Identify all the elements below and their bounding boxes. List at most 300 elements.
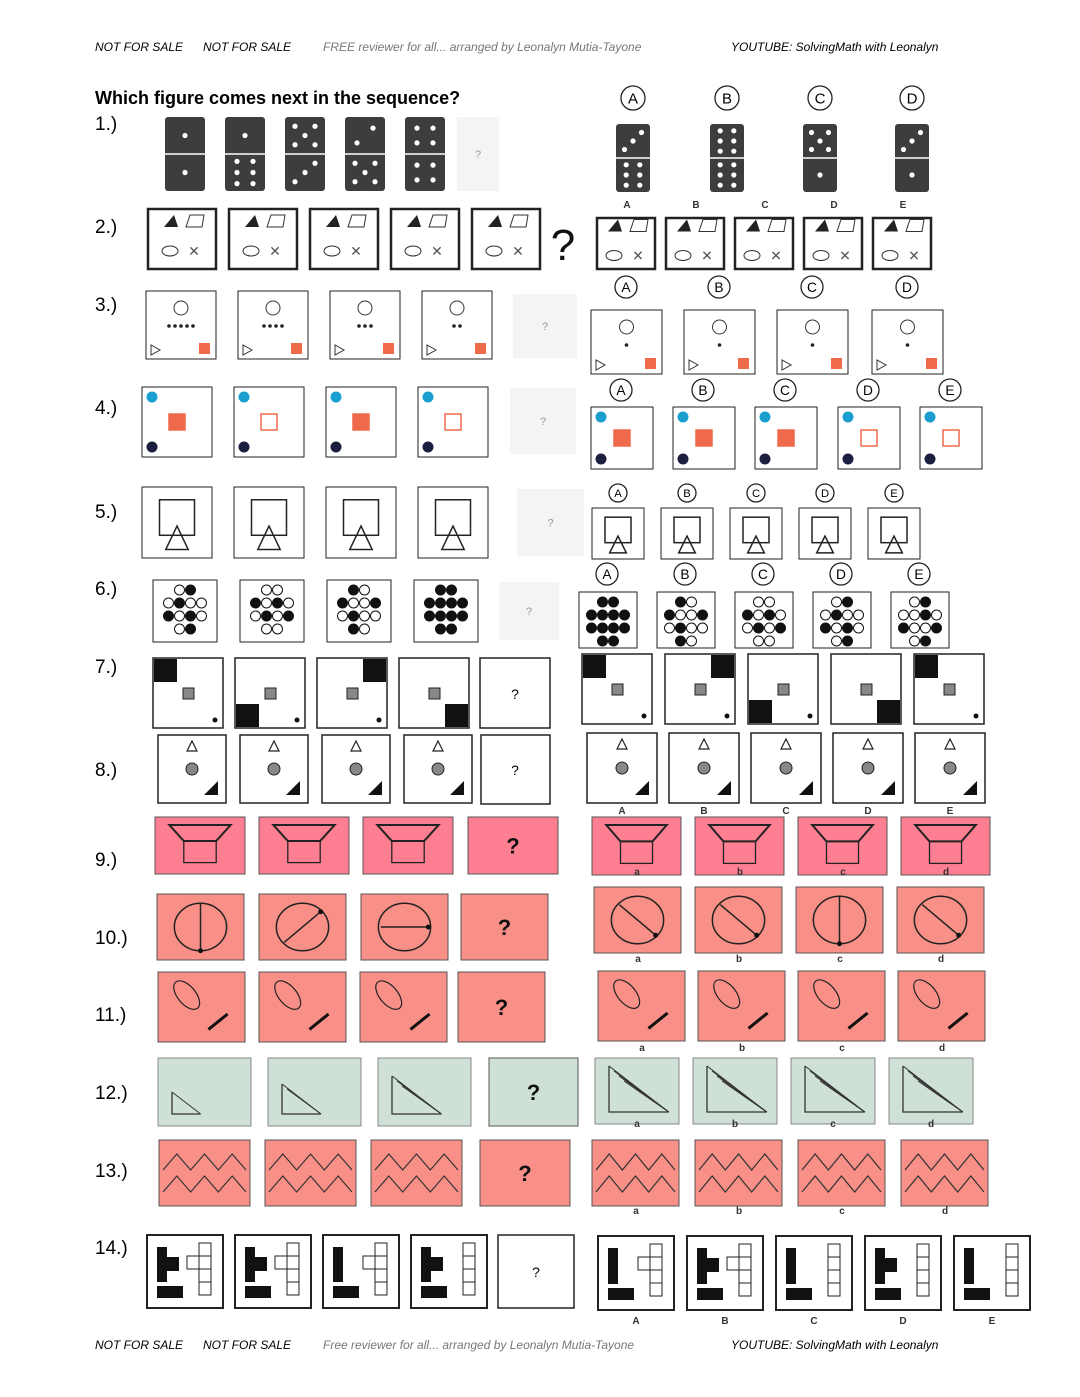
q13-unknown xyxy=(480,1140,570,1206)
q3-figure-4 xyxy=(422,291,492,359)
q11-figure-3 xyxy=(360,972,447,1042)
figure-frame xyxy=(813,592,871,648)
black-block xyxy=(885,1258,897,1272)
small-dot xyxy=(974,714,979,719)
dot xyxy=(425,598,435,608)
q8-option-C xyxy=(751,733,821,803)
question-mark: ? xyxy=(497,915,512,940)
domino-pip xyxy=(250,181,255,186)
dot xyxy=(268,324,272,328)
dot xyxy=(910,636,920,646)
q5-figure-3 xyxy=(326,487,396,558)
q7-figure-2 xyxy=(235,658,305,728)
small-dot xyxy=(891,714,896,719)
q13-option-label-c: c xyxy=(839,1206,845,1217)
domino-pip xyxy=(352,161,357,166)
q2-option-label-D: D xyxy=(830,200,838,211)
question-mark: ? xyxy=(526,1080,541,1105)
q3-option-C xyxy=(777,310,848,374)
dot xyxy=(676,623,686,633)
navy-dot xyxy=(760,454,771,465)
q5-option-label-C xyxy=(747,484,765,502)
footer-credit: Free reviewer for all... arranged by Leonalyn Mutia-Tayone xyxy=(323,1338,635,1352)
q11-option-label-a: a xyxy=(639,1043,645,1054)
black-square xyxy=(363,659,386,682)
domino-pip xyxy=(731,162,736,167)
q4-option-B xyxy=(673,407,735,469)
dot xyxy=(436,624,446,634)
figure-frame xyxy=(595,1058,679,1124)
cross-shape: ✕ xyxy=(908,247,920,264)
q8-figure-1 xyxy=(158,735,226,803)
q14-option-label-D: D xyxy=(899,1316,907,1327)
end-dot xyxy=(956,933,961,938)
q7-option-C xyxy=(748,654,818,724)
q2-question-mark: ? xyxy=(550,221,576,270)
domino-pip xyxy=(352,179,357,184)
q10-option-label-c: c xyxy=(837,954,843,965)
q5-option-A xyxy=(592,508,644,559)
black-bar xyxy=(875,1248,885,1284)
gray-circle xyxy=(944,762,956,774)
gray-square xyxy=(944,684,955,695)
footer-not-for-sale-2: NOT FOR SALE xyxy=(203,1338,292,1352)
header-youtube: YOUTUBE: SolvingMath with Leonalyn xyxy=(731,40,939,54)
question-mark: ? xyxy=(539,416,547,428)
dot xyxy=(273,585,283,595)
domino-pip xyxy=(372,179,377,184)
end-dot xyxy=(754,933,759,938)
q1-domino-4 xyxy=(345,117,385,191)
q4-option-E xyxy=(920,407,982,469)
q12-figure-3 xyxy=(378,1058,471,1126)
question-mark: ? xyxy=(547,517,554,530)
domino-pip xyxy=(817,138,822,143)
dot xyxy=(776,623,786,633)
q8-unknown xyxy=(481,735,550,804)
black-base xyxy=(333,1286,359,1298)
domino-pip xyxy=(731,128,736,133)
figure-frame xyxy=(472,209,540,269)
question-number-7: 7.) xyxy=(95,657,118,678)
dot xyxy=(821,623,831,633)
q4-figure-4 xyxy=(418,387,488,457)
figure-frame xyxy=(265,1140,356,1206)
domino-pip xyxy=(817,172,822,177)
gray-circle xyxy=(698,762,710,774)
black-base xyxy=(875,1288,901,1300)
q5-option-label-B xyxy=(678,484,696,502)
black-base xyxy=(786,1288,812,1300)
domino-pip xyxy=(624,183,629,188)
dot xyxy=(698,610,708,620)
question-number-14: 14.) xyxy=(95,1238,128,1259)
domino-pip xyxy=(639,130,644,135)
q6-figure-4 xyxy=(414,580,478,642)
black-square xyxy=(711,655,734,678)
small-dot xyxy=(459,718,464,723)
q8-option-A xyxy=(587,733,657,803)
q12-option-label-c: c xyxy=(830,1119,836,1130)
q1-option-label-B xyxy=(715,86,739,110)
dot xyxy=(687,610,697,620)
question-mark: ? xyxy=(511,686,519,702)
dot xyxy=(436,585,446,595)
black-base xyxy=(964,1288,990,1300)
dot xyxy=(854,623,864,633)
dot xyxy=(262,585,272,595)
hexagon-shape xyxy=(486,246,502,256)
q9-figure-2 xyxy=(259,817,349,874)
q1-option-D xyxy=(895,124,929,192)
dot xyxy=(175,611,185,621)
teal-dot xyxy=(925,412,936,423)
q14-option-A xyxy=(598,1236,674,1310)
dot xyxy=(458,611,468,621)
orange-square xyxy=(199,343,210,354)
dot xyxy=(932,623,942,633)
end-dot xyxy=(318,909,323,914)
domino-pip xyxy=(430,126,435,131)
letter-text: D xyxy=(902,279,912,295)
q1-unknown xyxy=(457,117,499,191)
q7-figure-1 xyxy=(153,658,223,728)
dot xyxy=(436,611,446,621)
dot xyxy=(191,324,195,328)
domino-pip xyxy=(637,172,642,177)
letter-text: E xyxy=(945,382,955,398)
domino-pip xyxy=(809,130,814,135)
q8-figure-2 xyxy=(240,735,308,803)
teal-dot xyxy=(843,412,854,423)
gray-circle xyxy=(862,762,874,774)
figure-frame xyxy=(898,971,985,1041)
hexagon-shape xyxy=(324,246,340,256)
q14-option-label-E: E xyxy=(988,1316,996,1327)
dot xyxy=(765,597,775,607)
q14-option-label-A: A xyxy=(632,1316,640,1327)
q10-figure-2 xyxy=(259,894,346,960)
domino-pip xyxy=(731,172,736,177)
q6-figure-1 xyxy=(153,580,217,642)
q14-option-C xyxy=(776,1236,852,1310)
figure-frame xyxy=(661,508,713,559)
q8-figure-4 xyxy=(404,735,472,803)
dot xyxy=(164,611,174,621)
dot xyxy=(273,611,283,621)
q12-option-label-b: b xyxy=(731,1119,739,1130)
orange-square xyxy=(645,358,656,369)
q11-option-b xyxy=(698,971,785,1041)
letter-text: C xyxy=(814,90,826,108)
q14-option-label-C: C xyxy=(810,1316,818,1327)
domino-pip xyxy=(718,128,723,133)
gray-square xyxy=(183,688,194,699)
gray-circle xyxy=(780,762,792,774)
dot xyxy=(185,324,189,328)
q10-figure-3 xyxy=(361,894,448,960)
q13-option-c xyxy=(798,1140,885,1206)
gray-square xyxy=(429,688,440,699)
domino-pip xyxy=(430,163,435,168)
figure-frame xyxy=(695,1140,782,1206)
gray-square xyxy=(347,688,358,699)
domino-pip xyxy=(909,172,914,177)
figure-frame xyxy=(153,580,217,642)
domino-pip xyxy=(637,162,642,167)
q5-unknown xyxy=(517,489,584,556)
dot xyxy=(932,610,942,620)
q6-option-label-A xyxy=(596,563,618,585)
dot xyxy=(776,610,786,620)
q7-unknown xyxy=(480,658,550,728)
q8-option-B xyxy=(669,733,739,803)
gray-circle xyxy=(350,763,362,775)
dot xyxy=(371,598,381,608)
question-number-3: 3.) xyxy=(95,295,118,316)
small-dot xyxy=(213,718,218,723)
q4-option-C xyxy=(755,407,817,469)
q5-option-label-D xyxy=(816,484,834,502)
q9-figure-3 xyxy=(363,817,453,874)
dot xyxy=(609,597,619,607)
orange-square xyxy=(614,430,630,446)
domino-pip xyxy=(292,124,297,129)
q4-option-D xyxy=(838,407,900,469)
dot xyxy=(360,624,370,634)
black-bar xyxy=(608,1248,618,1284)
domino-pip xyxy=(182,133,187,138)
dot xyxy=(452,324,456,328)
q8-option-E xyxy=(915,733,985,803)
domino-pip xyxy=(312,161,317,166)
cross-shape: ✕ xyxy=(632,247,644,264)
dot xyxy=(921,636,931,646)
q2-option-label-C: C xyxy=(761,200,769,211)
letter-text: C xyxy=(758,566,768,582)
q11-option-label-b: b xyxy=(738,1043,746,1054)
question-mark: ? xyxy=(474,149,482,161)
domino-pip xyxy=(312,124,317,129)
black-base xyxy=(245,1286,271,1298)
dot xyxy=(197,611,207,621)
dot xyxy=(598,610,608,620)
orange-square xyxy=(353,414,369,430)
q12-option-d xyxy=(889,1058,973,1124)
q12-unknown xyxy=(489,1058,578,1126)
navy-dot xyxy=(331,442,342,453)
orange-square xyxy=(696,430,712,446)
letter-text: C xyxy=(751,488,761,501)
dot xyxy=(186,585,196,595)
dot xyxy=(765,623,775,633)
q14-option-B xyxy=(687,1236,763,1310)
domino-pip xyxy=(901,147,906,152)
q14-figure-3 xyxy=(323,1235,399,1308)
gray-square xyxy=(778,684,789,695)
figure-frame xyxy=(234,487,304,558)
black-block xyxy=(255,1257,267,1271)
question-mark: ? xyxy=(532,1264,540,1280)
navy-dot xyxy=(596,454,607,465)
dot xyxy=(186,611,196,621)
q12-option-c xyxy=(791,1058,875,1124)
figure-frame xyxy=(310,209,378,269)
cross-shape: ✕ xyxy=(269,243,281,259)
domino-pip xyxy=(624,162,629,167)
letter-text: B xyxy=(714,279,724,295)
q13-figure-1 xyxy=(159,1140,250,1206)
q7-option-A xyxy=(582,654,652,724)
domino-pip xyxy=(250,170,255,175)
page-title: Which figure comes next in the sequence? xyxy=(95,88,461,108)
domino-pip xyxy=(234,159,239,164)
header-credit: FREE reviewer for all... arranged by Leonalyn Mutia-Tayone xyxy=(323,40,642,54)
dot xyxy=(369,324,373,328)
q7-option-E xyxy=(914,654,984,724)
q14-option-label-B: B xyxy=(721,1316,729,1327)
figure-frame xyxy=(889,1058,973,1124)
cross-shape: ✕ xyxy=(431,243,443,259)
q6-option-label-C xyxy=(752,563,774,585)
black-bar xyxy=(157,1247,167,1282)
dot xyxy=(899,610,909,620)
q2-option-A xyxy=(597,218,655,269)
end-dot xyxy=(426,925,431,930)
dot xyxy=(173,324,177,328)
domino-pip xyxy=(718,149,723,154)
q2-option-label-A: A xyxy=(623,200,631,211)
dot xyxy=(832,610,842,620)
black-bar xyxy=(333,1247,343,1282)
figure-frame xyxy=(327,580,391,642)
dot xyxy=(284,611,294,621)
q11-unknown xyxy=(458,972,545,1042)
question-mark: ? xyxy=(511,762,519,778)
gray-circle xyxy=(268,763,280,775)
figure-frame xyxy=(730,508,782,559)
q9-option-label-a: a xyxy=(634,867,640,878)
black-base xyxy=(608,1288,634,1300)
orange-square xyxy=(383,343,394,354)
q14-unknown xyxy=(498,1235,574,1308)
q3-option-A xyxy=(591,310,662,374)
q6-option-label-D xyxy=(830,563,852,585)
q1-domino-5 xyxy=(405,117,445,191)
figure-frame xyxy=(798,1140,885,1206)
q10-option-label-b: b xyxy=(735,954,743,965)
dot xyxy=(349,611,359,621)
figure-frame xyxy=(891,592,949,648)
dot xyxy=(843,610,853,620)
dot xyxy=(676,610,686,620)
figure-frame xyxy=(391,209,459,269)
q13-figure-3 xyxy=(371,1140,462,1206)
orange-square xyxy=(861,430,877,446)
domino-pip xyxy=(414,126,419,131)
black-bar xyxy=(697,1248,707,1284)
q13-option-label-b: b xyxy=(735,1206,743,1217)
q9-option-label-d: d xyxy=(942,867,950,878)
q9-option-label-b: b xyxy=(736,867,744,878)
q3-figure-3 xyxy=(330,291,400,359)
dot xyxy=(349,624,359,634)
small-dot xyxy=(725,714,730,719)
q2-figure-4 xyxy=(391,209,459,269)
q13-option-b xyxy=(695,1140,782,1206)
figure-frame xyxy=(598,971,685,1041)
figure-frame xyxy=(698,971,785,1041)
q13-option-label-d: d xyxy=(941,1206,949,1217)
cross-shape: ✕ xyxy=(770,247,782,264)
hexagon-shape xyxy=(243,246,259,256)
dot xyxy=(338,611,348,621)
dot xyxy=(687,597,697,607)
small-dot xyxy=(808,714,813,719)
q11-figure-1 xyxy=(158,972,245,1042)
dot xyxy=(273,598,283,608)
orange-square xyxy=(831,358,842,369)
figure-frame xyxy=(592,508,644,559)
q11-option-label-c: c xyxy=(839,1043,845,1054)
domino-pip xyxy=(182,170,187,175)
dot xyxy=(598,636,608,646)
domino-pip xyxy=(826,147,831,152)
q14-option-E xyxy=(954,1236,1030,1310)
dot xyxy=(262,611,272,621)
figure-frame xyxy=(799,508,851,559)
q3-option-D xyxy=(872,310,943,374)
q4-figure-2 xyxy=(234,387,304,457)
dot xyxy=(609,610,619,620)
q3-option-label-C xyxy=(801,276,823,298)
q2-figure-5 xyxy=(472,209,540,269)
dot xyxy=(665,623,675,633)
q5-figure-1 xyxy=(142,487,212,558)
letter-text: D xyxy=(820,488,830,501)
q5-option-C xyxy=(730,508,782,559)
q4-option-A xyxy=(591,407,653,469)
dot xyxy=(447,611,457,621)
dot xyxy=(832,597,842,607)
dot xyxy=(921,610,931,620)
navy-dot xyxy=(423,442,434,453)
dot xyxy=(832,623,842,633)
black-block xyxy=(707,1258,719,1272)
dot xyxy=(765,636,775,646)
orange-square xyxy=(445,414,461,430)
dot xyxy=(620,623,630,633)
domino-pip xyxy=(718,138,723,143)
domino-pip xyxy=(731,149,736,154)
q14-option-D xyxy=(865,1236,941,1310)
figure-frame xyxy=(148,209,216,269)
dot xyxy=(360,611,370,621)
q11-option-label-d: d xyxy=(938,1043,946,1054)
letter-text: D xyxy=(836,566,846,582)
hexagon-shape xyxy=(162,246,178,256)
figure-frame xyxy=(240,580,304,642)
teal-dot xyxy=(423,392,434,403)
dot xyxy=(906,343,910,347)
dot xyxy=(765,610,775,620)
dot xyxy=(754,597,764,607)
domino-pip xyxy=(234,181,239,186)
figure-frame xyxy=(798,971,885,1041)
dot xyxy=(284,598,294,608)
black-square xyxy=(445,704,468,727)
q5-figure-2 xyxy=(234,487,304,558)
